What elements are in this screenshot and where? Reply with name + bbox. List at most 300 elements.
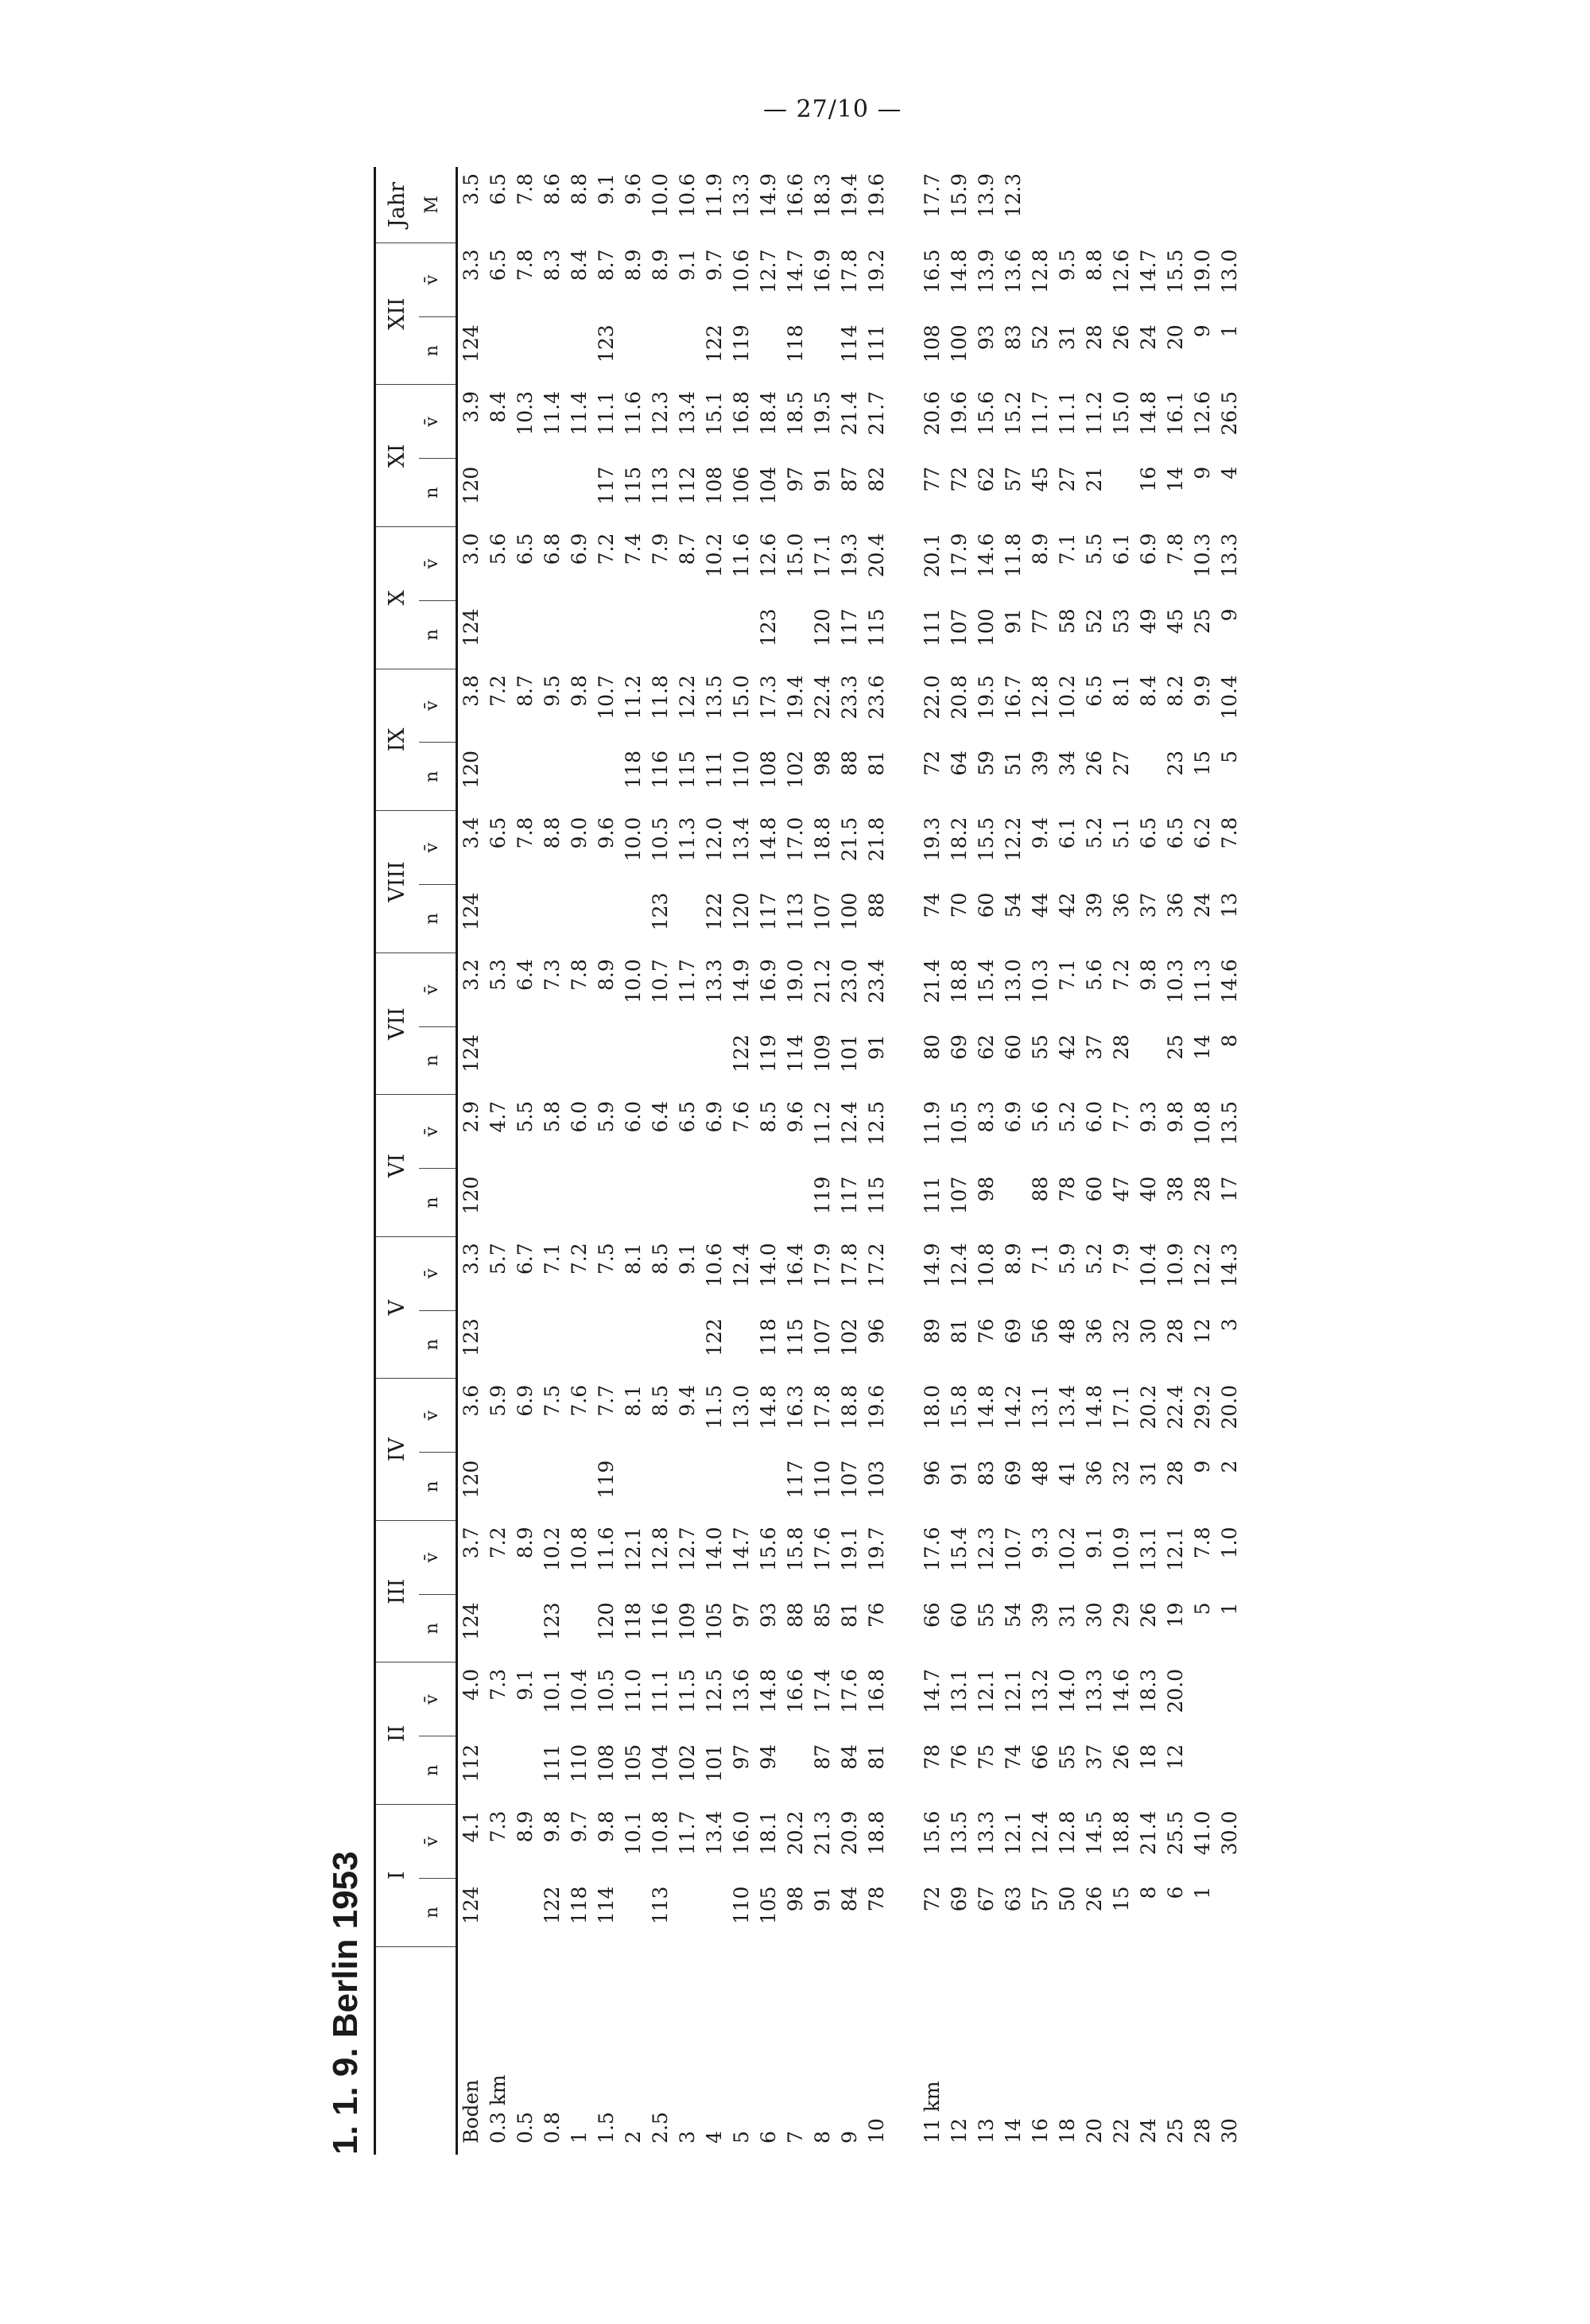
altitude-value: 11	[921, 2118, 944, 2144]
year-mean-cell: 8.8	[568, 173, 591, 205]
altitude-cell	[1216, 1946, 1243, 2155]
count-cell: 5	[1191, 1602, 1214, 1616]
wind-speed-cell: 6.0	[622, 1100, 645, 1133]
count-cell: 54	[1002, 1602, 1025, 1628]
count-cell: 8	[1137, 1886, 1160, 1899]
wind-speed-cell: 11.7	[676, 959, 699, 1003]
altitude-value: 1.5	[595, 2112, 618, 2144]
wind-speed-cell: 7.2	[1110, 959, 1133, 991]
count-cell: 117	[757, 892, 780, 931]
wind-speed-cell: 9.0	[568, 817, 591, 849]
wind-speed-cell: 12.4	[948, 1243, 971, 1288]
month-header: II	[375, 1662, 420, 1805]
wind-speed-cell: 6.5	[1083, 675, 1106, 707]
n-header: n	[419, 885, 457, 953]
count-cell: 89	[921, 1318, 944, 1344]
count-cell: 77	[1029, 608, 1052, 634]
count-cell: 48	[1029, 1460, 1052, 1486]
wind-speed-cell: 13.1	[1029, 1384, 1052, 1430]
count-cell: 20	[1164, 324, 1187, 351]
wind-speed-cell: 8.1	[1110, 675, 1133, 707]
count-cell: 94	[757, 1744, 780, 1770]
count-cell: 69	[1002, 1318, 1025, 1344]
count-cell: 112	[460, 1744, 483, 1783]
wind-speed-cell: 8.3	[975, 1100, 998, 1133]
count-cell	[539, 1453, 566, 1521]
wind-speed-cell: 14.6	[975, 533, 998, 578]
wind-speed-cell: 14.8	[757, 1669, 780, 1713]
wind-speed-cell: 22.4	[1164, 1384, 1187, 1430]
wind-speed-cell: 15.4	[948, 1527, 971, 1572]
wind-speed-cell: 18.0	[921, 1384, 944, 1430]
wind-speed-cell: 14.8	[757, 817, 780, 862]
count-cell: 76	[865, 1602, 888, 1628]
count-cell: 101	[838, 1034, 861, 1073]
count-cell	[512, 1026, 539, 1095]
count-cell	[539, 1169, 566, 1237]
count-cell: 74	[1002, 1744, 1025, 1770]
count-cell: 80	[921, 1034, 944, 1060]
wind-speed-cell: 23.4	[865, 959, 888, 1003]
wind-speed-cell: 14.8	[1083, 1384, 1106, 1430]
wind-speed-cell: 16.5	[921, 249, 944, 294]
wind-speed-cell: 10.2	[1056, 675, 1079, 720]
count-cell: 41	[1056, 1460, 1079, 1486]
n-header: n	[419, 1878, 457, 1946]
count-cell	[539, 316, 566, 385]
table-row	[566, 167, 593, 2155]
wind-speed-cell: 9.1	[514, 1669, 537, 1701]
count-cell: 60	[1083, 1176, 1106, 1202]
table-row	[728, 167, 755, 2155]
count-cell: 108	[757, 750, 780, 789]
count-cell: 93	[975, 324, 998, 351]
wind-speed-cell: 12.8	[1029, 249, 1052, 294]
wind-speed-cell: 8.4	[487, 391, 510, 423]
table-row	[1135, 167, 1162, 2155]
year-mean-cell: 3.5	[460, 173, 483, 205]
wind-speed-cell: 5.2	[1083, 1243, 1106, 1275]
count-cell	[512, 1594, 539, 1662]
wind-speed-cell: 13.0	[730, 1384, 753, 1430]
wind-speed-cell: 12.4	[730, 1243, 753, 1288]
altitude-cell	[485, 1946, 512, 2155]
wind-speed-cell: 13.3	[975, 1810, 998, 1856]
wind-speed-cell: 14.7	[730, 1527, 753, 1572]
wind-speed-cell: 6.5	[487, 249, 510, 281]
count-cell: 122	[730, 1034, 753, 1073]
wind-speed-cell: 1.0	[1218, 1527, 1241, 1559]
wind-speed-cell: 5.5	[1083, 533, 1106, 565]
wind-speed-cell: 20.0	[1218, 1384, 1241, 1430]
wind-speed-cell: 7.1	[1056, 533, 1079, 565]
count-cell: 36	[1164, 892, 1187, 918]
month-header: XII	[375, 242, 420, 385]
count-cell: 24	[1137, 324, 1160, 351]
year-mean-cell	[1081, 167, 1108, 242]
count-cell	[701, 1169, 728, 1237]
wind-speed-cell: 7.7	[595, 1384, 618, 1417]
wind-speed-cell: 18.1	[757, 1810, 780, 1856]
wind-speed-cell: 10.7	[595, 675, 618, 720]
count-cell	[620, 600, 647, 669]
wind-speed-cell: 3.3	[460, 1243, 483, 1275]
count-cell: 45	[1164, 608, 1187, 634]
count-cell: 55	[1056, 1744, 1079, 1770]
n-header: n	[419, 1026, 457, 1095]
table-row	[1108, 167, 1135, 2155]
table-row	[1189, 167, 1216, 2155]
wind-speed-cell: 7.2	[595, 533, 618, 565]
count-cell	[539, 459, 566, 527]
wind-speed-cell: 16.4	[784, 1243, 807, 1288]
count-cell: 113	[784, 892, 807, 931]
count-cell	[485, 1310, 512, 1379]
count-cell: 23	[1164, 750, 1187, 776]
count-cell	[1216, 1736, 1243, 1805]
altitude-value: 18	[1056, 2118, 1079, 2144]
wind-speed-cell: 13.1	[1137, 1527, 1160, 1572]
wind-speed-cell: 10.0	[622, 817, 645, 862]
wind-speed-cell: 10.0	[622, 959, 645, 1003]
wind-speed-cell: 14.7	[1137, 249, 1160, 294]
wind-speed-cell: 11.5	[676, 1669, 699, 1713]
wind-speed-cell: 10.2	[541, 1527, 564, 1572]
count-cell: 97	[730, 1744, 753, 1770]
count-cell: 30	[1083, 1602, 1106, 1628]
count-cell	[620, 885, 647, 953]
wind-speed-cell: 21.7	[865, 391, 888, 436]
count-cell	[539, 600, 566, 669]
wind-speed-cell: 8.7	[595, 249, 618, 281]
wind-speed-cell: 9.7	[703, 249, 726, 281]
year-mean-cell	[1027, 167, 1054, 242]
wind-speed-cell: 8.5	[649, 1384, 672, 1417]
wind-speed-cell: 18.8	[948, 959, 971, 1003]
wind-speed-cell: 12.4	[1029, 1810, 1052, 1856]
count-cell: 17	[1218, 1176, 1241, 1202]
wind-speed-cell: 18.8	[838, 1384, 861, 1430]
wind-speed-cell: 11.9	[921, 1100, 944, 1146]
count-cell: 26	[1083, 750, 1106, 776]
count-cell: 107	[948, 1176, 971, 1215]
count-cell	[1108, 459, 1135, 527]
altitude-cell	[863, 1946, 890, 2155]
wind-speed-cell: 8.9	[649, 249, 672, 281]
wind-speed-cell: 11.0	[622, 1669, 645, 1713]
count-cell: 67	[975, 1886, 998, 1912]
altitude-value: 24	[1137, 2118, 1160, 2144]
year-mean-cell: 10.6	[676, 173, 699, 218]
wind-speed-cell: 19.3	[838, 533, 861, 578]
wind-speed-cell: 11.1	[1056, 391, 1079, 436]
count-cell: 114	[838, 324, 861, 363]
year-subheader: M	[419, 167, 457, 242]
wind-speed-cell: 10.5	[595, 1669, 618, 1713]
count-cell: 39	[1083, 892, 1106, 918]
count-cell: 84	[838, 1886, 861, 1912]
wind-speed-cell: 23.3	[838, 675, 861, 720]
table-row	[512, 167, 539, 2155]
count-cell: 32	[1110, 1460, 1133, 1486]
wind-speed-cell: 6.9	[514, 1384, 537, 1417]
wind-speed-cell: 21.2	[811, 959, 834, 1003]
count-cell: 75	[975, 1744, 998, 1770]
wind-speed-cell: 12.1	[1002, 1810, 1025, 1856]
count-cell: 97	[730, 1602, 753, 1628]
count-cell: 72	[921, 750, 944, 776]
count-cell	[485, 1594, 512, 1662]
wind-speed-cell: 12.0	[703, 817, 726, 862]
count-cell	[728, 1169, 755, 1237]
count-cell: 100	[838, 892, 861, 931]
count-cell: 101	[703, 1744, 726, 1783]
count-cell	[728, 600, 755, 669]
wind-speed-cell: 22.4	[811, 675, 834, 720]
count-cell: 102	[838, 1318, 861, 1356]
month-header: IV	[375, 1379, 420, 1521]
count-cell	[755, 316, 782, 385]
altitude-cell	[593, 1946, 620, 2155]
count-cell: 42	[1056, 1034, 1079, 1060]
wind-speed-cell: 13.3	[1083, 1669, 1106, 1713]
wind-speed-cell: 11.3	[676, 817, 699, 862]
wind-speed-cell: 20.2	[1137, 1384, 1160, 1430]
altitude-value: 8	[811, 2131, 834, 2144]
wind-speed-cell: 13.4	[1056, 1384, 1079, 1430]
altitude-cell	[755, 1946, 782, 2155]
altitude-cell	[1162, 1946, 1189, 2155]
wind-speed-cell: 23.0	[838, 959, 861, 1003]
count-cell	[620, 1878, 647, 1946]
count-cell: 38	[1164, 1176, 1187, 1202]
wind-speed-cell: 10.4	[568, 1669, 591, 1713]
count-cell	[512, 459, 539, 527]
altitude-cell	[1081, 1946, 1108, 2155]
altitude-value: 2	[622, 2131, 645, 2144]
count-cell: 14	[1164, 466, 1187, 492]
wind-speed-cell: 6.4	[514, 959, 537, 991]
count-cell: 28	[1110, 1034, 1133, 1060]
count-cell: 9	[1191, 466, 1214, 479]
wind-speed-cell: 6.5	[514, 533, 537, 565]
wind-speed-cell: 8.1	[622, 1384, 645, 1417]
altitude-value: Boden	[460, 2079, 483, 2144]
count-cell	[512, 743, 539, 811]
count-cell: 107	[948, 608, 971, 647]
wind-speed-cell: 13.2	[1029, 1669, 1052, 1713]
table-row	[1054, 167, 1081, 2155]
year-mean-cell: 10.0	[649, 173, 672, 218]
count-cell: 100	[975, 608, 998, 647]
table-row	[1162, 167, 1189, 2155]
altitude-cell	[457, 1946, 486, 2155]
count-cell: 47	[1110, 1176, 1133, 1202]
altitude-cell	[647, 1946, 674, 2155]
count-cell: 81	[838, 1602, 861, 1628]
count-cell: 12	[1191, 1318, 1214, 1344]
count-cell	[1000, 1169, 1027, 1237]
count-cell: 49	[1137, 608, 1160, 634]
count-cell	[485, 1736, 512, 1805]
count-cell: 98	[811, 750, 834, 776]
count-cell: 83	[975, 1460, 998, 1486]
count-cell: 85	[811, 1602, 834, 1628]
wind-speed-cell: 10.7	[649, 959, 672, 1003]
wind-speed-cell: 15.2	[1002, 391, 1025, 436]
count-cell: 111	[541, 1744, 564, 1783]
wind-speed-cell: 6.2	[1191, 817, 1214, 849]
wind-speed-cell: 11.6	[730, 533, 753, 578]
wind-speed-cell: 9.3	[1029, 1527, 1052, 1559]
count-cell	[485, 459, 512, 527]
wind-speed-cell: 12.1	[1002, 1669, 1025, 1713]
count-cell	[620, 1453, 647, 1521]
count-cell	[755, 1453, 782, 1521]
count-cell: 58	[1056, 608, 1079, 634]
count-cell: 109	[811, 1034, 834, 1073]
count-cell	[674, 1878, 701, 1946]
count-cell: 91	[948, 1460, 971, 1486]
count-cell: 108	[921, 324, 944, 363]
wind-speed-cell: 7.6	[568, 1384, 591, 1417]
count-cell: 110	[568, 1744, 591, 1783]
wind-speed-cell: 7.3	[541, 959, 564, 991]
wind-speed-cell: 7.8	[568, 959, 591, 991]
count-cell: 91	[811, 1886, 834, 1912]
wind-speed-cell: 17.1	[811, 533, 834, 578]
n-header: n	[419, 1310, 457, 1379]
count-cell: 44	[1029, 892, 1052, 918]
wind-speed-cell: 8.8	[1083, 249, 1106, 281]
year-mean-cell	[1162, 167, 1189, 242]
altitude-cell	[919, 1946, 946, 2155]
wind-speed-cell: 8.3	[541, 249, 564, 281]
count-cell	[1135, 1026, 1162, 1095]
wind-speed-cell: 14.0	[1056, 1669, 1079, 1713]
altitude-value: 12	[948, 2118, 971, 2144]
count-cell: 9	[1191, 324, 1214, 338]
count-cell: 6	[1164, 1886, 1187, 1899]
wind-speed-cell: 17.9	[948, 533, 971, 578]
wind-speed-cell: 13.3	[703, 959, 726, 1003]
count-cell: 105	[622, 1744, 645, 1783]
wind-speed-cell: 14.8	[1137, 391, 1160, 436]
count-cell	[674, 885, 701, 953]
wind-speed-cell: 5.6	[1029, 1100, 1052, 1133]
month-header: V	[375, 1236, 420, 1379]
count-cell: 114	[784, 1034, 807, 1073]
count-cell: 124	[460, 1034, 483, 1073]
count-cell: 120	[811, 608, 834, 647]
count-cell: 107	[811, 1318, 834, 1356]
n-header: n	[419, 1453, 457, 1521]
altitude-cell	[1189, 1946, 1216, 2155]
altitude-value: 16	[1029, 2118, 1052, 2144]
count-cell: 107	[838, 1460, 861, 1499]
wind-speed-cell: 12.1	[1164, 1527, 1187, 1572]
year-mean-cell: 11.9	[703, 173, 726, 218]
count-cell: 1	[1191, 1886, 1214, 1899]
wind-speed-cell: 12.5	[865, 1100, 888, 1146]
count-cell	[728, 1310, 755, 1379]
wind-speed-cell: 9.6	[784, 1100, 807, 1133]
wind-speed-cell: 16.6	[784, 1669, 807, 1713]
count-cell: 109	[676, 1602, 699, 1641]
year-mean-cell: 17.7	[921, 173, 944, 218]
month-header: IX	[375, 669, 420, 811]
wind-speed-cell: 7.8	[1191, 1527, 1214, 1559]
wind-speed-cell: 8.9	[595, 959, 618, 991]
wind-speed-cell: 16.8	[730, 391, 753, 436]
wind-speed-cell: 12.7	[676, 1527, 699, 1572]
altitude-value: 25	[1164, 2118, 1187, 2144]
wind-speed-cell: 18.5	[784, 391, 807, 436]
wind-speed-cell: 14.9	[921, 1243, 944, 1288]
wind-speed-cell: 26.5	[1218, 391, 1241, 436]
wind-speed-cell: 14.0	[703, 1527, 726, 1572]
count-cell	[782, 1736, 809, 1805]
count-cell: 31	[1056, 324, 1079, 351]
count-cell: 119	[595, 1460, 618, 1499]
wind-speed-cell: 6.5	[487, 817, 510, 849]
wind-speed-cell: 6.5	[1164, 817, 1187, 849]
count-cell: 26	[1110, 324, 1133, 351]
wind-speed-cell: 15.8	[948, 1384, 971, 1430]
wind-speed-cell: 12.1	[975, 1669, 998, 1713]
year-mean-cell: 14.9	[757, 173, 780, 218]
count-cell: 120	[730, 892, 753, 931]
count-cell: 98	[784, 1886, 807, 1912]
count-cell: 118	[568, 1886, 591, 1925]
count-cell: 3	[1218, 1318, 1241, 1332]
count-cell: 78	[865, 1886, 888, 1912]
wind-speed-cell: 8.9	[1002, 1243, 1025, 1275]
wind-speed-cell: 8.1	[622, 1243, 645, 1275]
year-mean-cell	[1216, 167, 1243, 242]
count-cell: 104	[649, 1744, 672, 1783]
table-row	[863, 167, 890, 2155]
wind-speed-cell: 15.5	[975, 817, 998, 862]
count-cell: 26	[1110, 1744, 1133, 1770]
wind-speed-cell: 11.5	[703, 1384, 726, 1430]
wind-speed-cell: 8.8	[541, 817, 564, 849]
wind-speed-cell: 16.7	[1002, 675, 1025, 720]
wind-speed-cell: 6.0	[1083, 1100, 1106, 1133]
count-cell	[674, 1310, 701, 1379]
n-header: n	[419, 316, 457, 385]
count-cell: 110	[811, 1460, 834, 1499]
count-cell: 115	[865, 1176, 888, 1215]
wind-speed-cell: 10.9	[1164, 1243, 1187, 1288]
wind-speed-cell: 15.0	[784, 533, 807, 578]
wind-speed-cell: 20.2	[784, 1810, 807, 1856]
year-mean-cell: 19.4	[838, 173, 861, 218]
count-cell: 76	[948, 1744, 971, 1770]
wind-speed-cell: 9.4	[1029, 817, 1052, 849]
wind-speed-cell: 3.9	[460, 391, 483, 423]
count-cell: 112	[676, 466, 699, 505]
altitude-cell	[539, 1946, 566, 2155]
wind-speed-cell: 14.5	[1083, 1810, 1106, 1856]
count-cell: 124	[460, 608, 483, 647]
altitude-value: 9	[838, 2131, 861, 2144]
wind-speed-cell: 7.8	[1218, 817, 1241, 849]
count-cell: 108	[703, 466, 726, 505]
count-cell	[512, 1453, 539, 1521]
altitude-value: 14	[1002, 2118, 1025, 2144]
count-cell: 60	[948, 1602, 971, 1628]
